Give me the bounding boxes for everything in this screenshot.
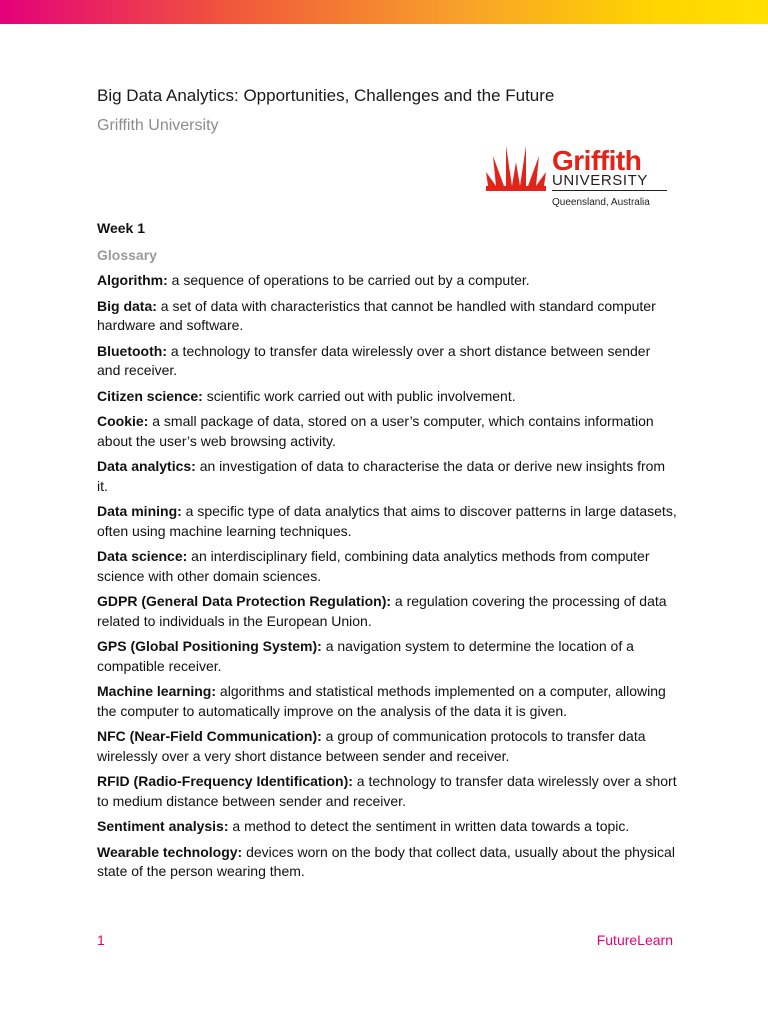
glossary-entry — [97, 412, 677, 451]
page-number: 1 — [97, 932, 105, 948]
glossary-definition: scientific work carried out with public involvement. — [202, 387, 516, 404]
week-heading: Week 1 — [97, 220, 145, 236]
glossary-definition: a regulation covering the processing of data related to individuals in the European Union. — [97, 593, 667, 629]
glossary-entry — [97, 637, 677, 676]
glossary-term: Wearable technology: — [97, 843, 243, 860]
logo-location: Queensland, Australia — [552, 197, 650, 208]
glossary-definition: a navigation system to determine the location of a compatible receiver. — [97, 638, 634, 674]
glossary-entry — [97, 271, 677, 291]
glossary-definition: algorithms and statistical methods implemented on a computer, allowing the computer to automatically improve on the analysis of the data it is given. — [97, 683, 666, 719]
glossary-entry — [97, 342, 677, 381]
glossary-definition: a method to detect the sentiment in written data towards a topic. — [228, 818, 630, 834]
glossary-entry — [97, 297, 677, 336]
glossary-definition: a group of communication protocols to transfer data wirelessly over a very short distance between sender and receiver. — [97, 728, 646, 764]
glossary-entry — [97, 547, 677, 586]
glossary-list — [97, 271, 677, 888]
glossary-entry — [97, 727, 677, 766]
glossary-entry — [97, 817, 677, 837]
glossary-definition: devices worn on the body that collect data, usually about the physical state of the person wearing them. — [97, 843, 675, 879]
glossary-heading: Glossary — [97, 247, 157, 263]
logo-wordmark: Griffith — [552, 145, 642, 176]
glossary-term: Algorithm: — [97, 272, 168, 288]
glossary-entry — [97, 843, 677, 882]
glossary-definition: an investigation of data to characterise the data or derive new insights from it. — [97, 458, 666, 494]
glossary-term: Citizen science: — [97, 387, 203, 404]
glossary-definition: a small package of data, stored on a user’s computer, which contains information about the user’s web browsing activity. — [97, 413, 654, 449]
footer-brand: FutureLearn — [596, 932, 673, 948]
glossary-definition: a technology to transfer data wirelessly over a short distance between sender and receiver. — [97, 342, 651, 378]
glossary-term: GDPR (General Data Protection Regulation): — [97, 593, 392, 609]
glossary-term: Big data: — [97, 297, 157, 314]
logo-divider — [552, 190, 667, 191]
glossary-term: GPS (Global Positioning System): — [97, 638, 322, 654]
glossary-term: Data mining: — [97, 503, 182, 519]
glossary-entry — [97, 387, 677, 407]
glossary-entry — [97, 682, 677, 721]
glossary-definition: a set of data with characteristics that cannot be handled with standard computer hardware and software. — [97, 297, 656, 333]
logo-university: UNIVERSITY — [552, 172, 649, 189]
glossary-term: Sentiment analysis: — [97, 818, 229, 834]
glossary-entry — [97, 457, 677, 496]
glossary-term: Data science: — [97, 548, 188, 564]
glossary-term: Data analytics: — [97, 458, 196, 474]
document-title: Big Data Analytics: Opportunities, Challenges and the Future — [97, 86, 555, 105]
glossary-term: Machine learning: — [97, 683, 217, 699]
glossary-term: Bluetooth: — [97, 342, 167, 359]
glossary-definition: an interdisciplinary field, combining data analytics methods from computer science with other domain sciences. — [97, 548, 650, 584]
glossary-entry — [97, 592, 677, 631]
glossary-entry — [97, 502, 677, 541]
glossary-definition: a technology to transfer data wirelessly over a short to medium distance between sender and receiver. — [97, 773, 677, 809]
glossary-definition: a specific type of data analytics that aims to discover patterns in large datasets, often using machine learning techniques. — [97, 503, 677, 539]
glossary-term: RFID (Radio-Frequency Identification): — [97, 773, 353, 789]
griffith-logo — [486, 146, 672, 214]
glossary-term: Cookie: — [97, 413, 149, 429]
glossary-definition: a sequence of operations to be carried out by a computer. — [167, 272, 530, 288]
document-subtitle: Griffith University — [97, 117, 219, 134]
glossary-term: NFC (Near-Field Communication): — [97, 728, 322, 744]
header-gradient-bar — [0, 0, 768, 24]
glossary-entry — [97, 772, 677, 811]
griffith-emblem-icon — [486, 146, 548, 192]
